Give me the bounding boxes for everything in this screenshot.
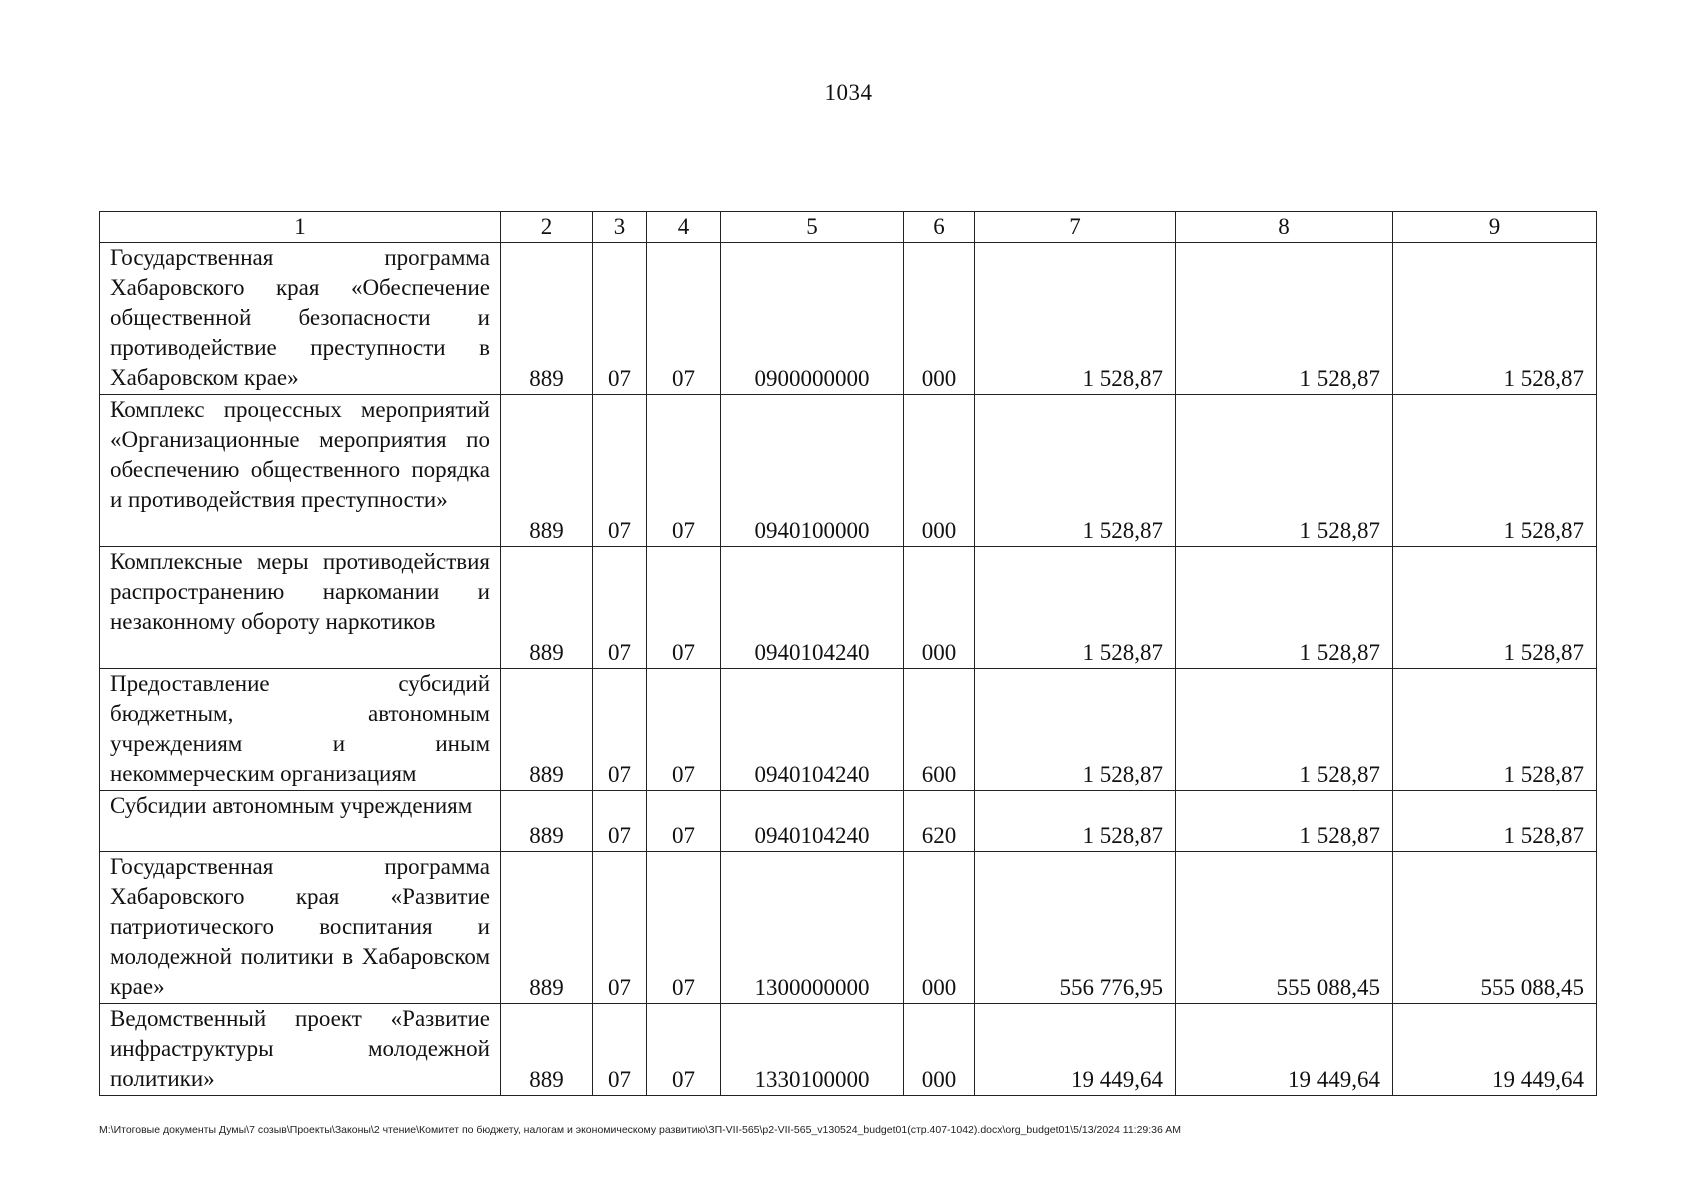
row-name: Ведомственный проект «Развитие инфраструктуры молодежной политики» xyxy=(100,1004,501,1096)
cell-col4: 07 xyxy=(647,669,721,791)
page-number: 1034 xyxy=(824,80,873,105)
cell-col4: 07 xyxy=(647,547,721,669)
cell-col6: 000 xyxy=(904,852,975,1004)
cell-col3: 07 xyxy=(593,669,647,791)
document-file-path: M:\Итоговые документы Думы\7 созыв\Проекты\Законы\2 чтение\Комитет по бюджету, налогам и экономическому развитию\ЗП-VII-565\р2-VII-565_v130524_budget01(стр.407-1042).docx\org_budget01\5/13/2024 11:29:36 AM xyxy=(99,1124,1181,1136)
cell-col5: 1300000000 xyxy=(721,852,904,1004)
cell-col9: 1 528,87 xyxy=(1393,547,1597,669)
cell-col4: 07 xyxy=(647,791,721,852)
cell-col2: 889 xyxy=(501,547,593,669)
row-name: Предоставление субсидий бюджетным, автономным учреждениям и иным некоммерческим организациям xyxy=(100,669,501,791)
row-name: Комплексные меры противодействия распространению наркомании и незаконному обороту наркотиков xyxy=(100,547,501,669)
table-row xyxy=(100,852,1597,1004)
cell-col6: 620 xyxy=(904,791,975,852)
table-header-row xyxy=(100,212,1597,243)
cell-col3: 07 xyxy=(593,852,647,1004)
cell-col6: 000 xyxy=(904,1004,975,1096)
row-name: Государственная программа Хабаровского края «Обеспечение общественной безопасности и противодействие преступности в Хабаровском крае» xyxy=(100,243,501,395)
row-name: Субсидии автономным учреждениям xyxy=(100,791,501,852)
cell-col4: 07 xyxy=(647,1004,721,1096)
cell-col8: 1 528,87 xyxy=(1176,791,1393,852)
cell-col4: 07 xyxy=(647,243,721,395)
cell-col4: 07 xyxy=(647,395,721,547)
cell-col8: 1 528,87 xyxy=(1176,547,1393,669)
cell-col2: 889 xyxy=(501,669,593,791)
cell-col2: 889 xyxy=(501,395,593,547)
cell-col8: 1 528,87 xyxy=(1176,669,1393,791)
cell-col9: 555 088,45 xyxy=(1393,852,1597,1004)
table-row xyxy=(100,1004,1597,1096)
cell-col7: 1 528,87 xyxy=(975,243,1176,395)
cell-col2: 889 xyxy=(501,791,593,852)
row-name: Государственная программа Хабаровского края «Развитие патриотического воспитания и молодежной политики в Хабаровском крае» xyxy=(100,852,501,1004)
header-cell: 9 xyxy=(1393,212,1597,243)
cell-col5: 0900000000 xyxy=(721,243,904,395)
cell-col2: 889 xyxy=(501,243,593,395)
cell-col2: 889 xyxy=(501,852,593,1004)
cell-col8: 555 088,45 xyxy=(1176,852,1393,1004)
cell-col9: 1 528,87 xyxy=(1393,791,1597,852)
row-name: Комплекс процессных мероприятий «Организационные мероприятия по обеспечению общественного порядка и противодействия преступности» xyxy=(100,395,501,547)
cell-col7: 1 528,87 xyxy=(975,547,1176,669)
cell-col3: 07 xyxy=(593,243,647,395)
table-row xyxy=(100,669,1597,791)
cell-col5: 1330100000 xyxy=(721,1004,904,1096)
cell-col7: 19 449,64 xyxy=(975,1004,1176,1096)
cell-col8: 19 449,64 xyxy=(1176,1004,1393,1096)
budget-table xyxy=(99,211,1597,1096)
table-row xyxy=(100,395,1597,547)
table-row xyxy=(100,791,1597,852)
cell-col6: 000 xyxy=(904,395,975,547)
cell-col9: 1 528,87 xyxy=(1393,395,1597,547)
cell-col9: 1 528,87 xyxy=(1393,243,1597,395)
table-row xyxy=(100,243,1597,395)
header-cell: 3 xyxy=(593,212,647,243)
cell-col8: 1 528,87 xyxy=(1176,243,1393,395)
table-row xyxy=(100,547,1597,669)
header-cell: 4 xyxy=(647,212,721,243)
cell-col4: 07 xyxy=(647,852,721,1004)
cell-col5: 0940104240 xyxy=(721,547,904,669)
cell-col6: 000 xyxy=(904,547,975,669)
cell-col5: 0940104240 xyxy=(721,669,904,791)
header-cell: 6 xyxy=(904,212,975,243)
header-cell: 8 xyxy=(1176,212,1393,243)
cell-col3: 07 xyxy=(593,791,647,852)
header-cell: 5 xyxy=(721,212,904,243)
cell-col3: 07 xyxy=(593,547,647,669)
header-cell: 7 xyxy=(975,212,1176,243)
cell-col5: 0940104240 xyxy=(721,791,904,852)
cell-col6: 600 xyxy=(904,669,975,791)
header-cell: 2 xyxy=(501,212,593,243)
cell-col8: 1 528,87 xyxy=(1176,395,1393,547)
cell-col7: 556 776,95 xyxy=(975,852,1176,1004)
cell-col6: 000 xyxy=(904,243,975,395)
cell-col3: 07 xyxy=(593,1004,647,1096)
cell-col9: 1 528,87 xyxy=(1393,669,1597,791)
cell-col5: 0940100000 xyxy=(721,395,904,547)
header-cell: 1 xyxy=(100,212,501,243)
cell-col7: 1 528,87 xyxy=(975,395,1176,547)
cell-col7: 1 528,87 xyxy=(975,669,1176,791)
cell-col7: 1 528,87 xyxy=(975,791,1176,852)
cell-col3: 07 xyxy=(593,395,647,547)
cell-col2: 889 xyxy=(501,1004,593,1096)
cell-col9: 19 449,64 xyxy=(1393,1004,1597,1096)
